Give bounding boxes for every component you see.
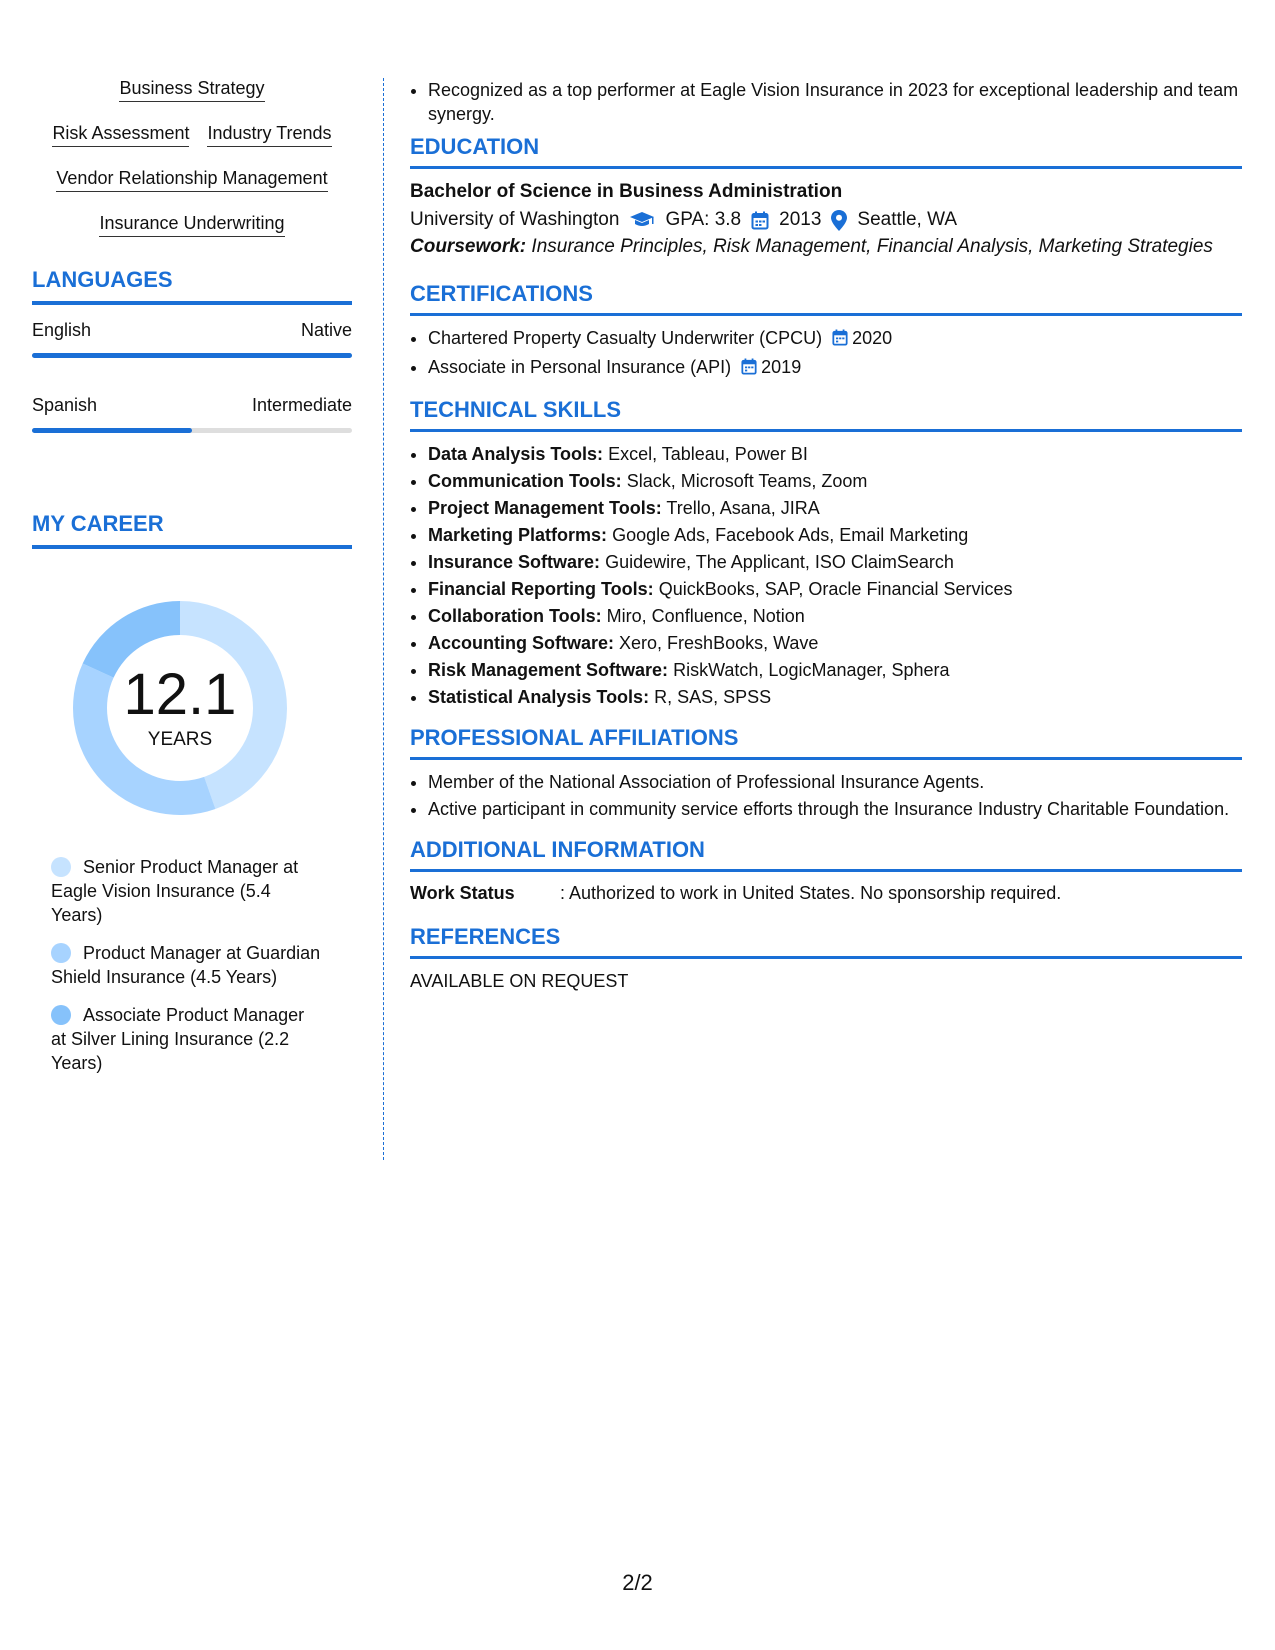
education-details bbox=[410, 205, 1242, 235]
calendar-icon bbox=[832, 328, 848, 352]
skill-item bbox=[428, 685, 1242, 709]
language-name: English bbox=[32, 320, 92, 340]
legend-label: Product Manager at Guardian Shield Insurance (4.5 Years) bbox=[51, 943, 321, 987]
certification-year: 2019 bbox=[761, 357, 802, 377]
work-status-value: : Authorized to work in United States. No sponsorship required. bbox=[560, 883, 1062, 903]
skill-label: Insurance Software: bbox=[428, 552, 601, 572]
language-item bbox=[32, 319, 352, 358]
career-unit: YEARS bbox=[147, 729, 213, 750]
skill-tag: Business Strategy bbox=[119, 78, 264, 102]
legend-dot bbox=[51, 1005, 71, 1025]
calendar-icon bbox=[751, 211, 769, 230]
skill-label: Data Analysis Tools: bbox=[428, 444, 604, 464]
skill-tag: Risk Assessment bbox=[52, 123, 189, 147]
language-bar-fill bbox=[32, 353, 352, 358]
languages-title: LANGUAGES bbox=[32, 267, 352, 305]
skill-item bbox=[428, 631, 1242, 655]
legend-dot bbox=[51, 943, 71, 963]
skill-label: Communication Tools: bbox=[428, 471, 622, 491]
technical-skills-title: TECHNICAL SKILLS bbox=[410, 397, 1242, 432]
skill-item bbox=[428, 577, 1242, 601]
skill-label: Risk Management Software: bbox=[428, 660, 669, 680]
education-title: EDUCATION bbox=[410, 134, 1242, 169]
career-title: MY CAREER bbox=[32, 511, 352, 549]
certifications-list bbox=[410, 326, 1242, 381]
coursework-list: Insurance Principles, Risk Management, Financial Analysis, Marketing Strategies bbox=[531, 236, 1213, 257]
references-title: REFERENCES bbox=[410, 924, 1242, 959]
skill-value: Slack, Microsoft Teams, Zoom bbox=[626, 471, 868, 491]
skill-label: Accounting Software: bbox=[428, 633, 615, 653]
skill-value: Google Ads, Facebook Ads, Email Marketing bbox=[612, 525, 969, 545]
left-column bbox=[32, 78, 352, 1089]
work-status-label: Work Status bbox=[410, 883, 515, 903]
coursework bbox=[410, 235, 1242, 259]
language-level: Native bbox=[300, 320, 352, 340]
legend-dot bbox=[51, 857, 71, 877]
skill-item bbox=[428, 523, 1242, 547]
skill-value: Guidewire, The Applicant, ISO ClaimSearch bbox=[605, 552, 954, 572]
certification-name: Chartered Property Casualty Underwriter (CPCU) bbox=[428, 328, 823, 348]
language-name: Spanish bbox=[32, 395, 98, 415]
legend-item bbox=[51, 1003, 321, 1075]
career-total: 12.1 bbox=[123, 662, 237, 727]
skill-value: QuickBooks, SAP, Oracle Financial Services bbox=[658, 579, 1013, 599]
page-number: 2/2 bbox=[622, 1570, 653, 1595]
legend-item bbox=[51, 855, 321, 927]
column-divider bbox=[383, 78, 384, 1160]
additional-info-title: ADDITIONAL INFORMATION bbox=[410, 837, 1242, 872]
skill-value: RiskWatch, LogicManager, Sphera bbox=[673, 660, 950, 680]
gpa: GPA: 3.8 bbox=[665, 209, 742, 230]
legend-item bbox=[51, 941, 321, 989]
skill-label: Project Management Tools: bbox=[428, 498, 662, 518]
skill-tag: Insurance Underwriting bbox=[99, 213, 284, 237]
skill-label: Collaboration Tools: bbox=[428, 606, 602, 626]
graduation-year: 2013 bbox=[779, 209, 822, 230]
language-level: Intermediate bbox=[251, 395, 352, 415]
map-pin-icon bbox=[831, 210, 847, 231]
skill-value: Trello, Asana, JIRA bbox=[666, 498, 820, 518]
achievement-item: • Recognized as a top performer at Eagle Vision Insurance in 2023 for exceptional leadership and team synergy. bbox=[428, 78, 1242, 126]
skill-tag: Industry Trends bbox=[207, 123, 331, 147]
skill-item bbox=[428, 658, 1242, 682]
skill-item bbox=[428, 442, 1242, 466]
work-status-row bbox=[410, 882, 1242, 904]
skill-item bbox=[428, 550, 1242, 574]
certification-name: Associate in Personal Insurance (API) bbox=[428, 357, 732, 377]
skill-value: Miro, Confluence, Notion bbox=[606, 606, 805, 626]
calendar-icon bbox=[741, 357, 757, 381]
legend-label: Senior Product Manager at Eagle Vision Insurance (5.4 Years) bbox=[51, 857, 299, 925]
school: University of Washington bbox=[410, 209, 620, 230]
certification-year: 2020 bbox=[852, 328, 893, 348]
certification-item bbox=[428, 326, 1242, 352]
skill-item bbox=[428, 496, 1242, 520]
technical-skills-list bbox=[410, 442, 1242, 709]
skill-item bbox=[428, 469, 1242, 493]
certification-item bbox=[428, 355, 1242, 381]
affiliation-item: • Active participant in community service efforts through the Insurance Industry Charitable Foundation. bbox=[428, 797, 1242, 821]
skill-item bbox=[428, 604, 1242, 628]
career-legend bbox=[51, 855, 321, 1075]
graduation-cap-icon bbox=[629, 211, 655, 229]
skill-tags bbox=[32, 78, 352, 237]
certifications-title: CERTIFICATIONS bbox=[410, 281, 1242, 316]
career-donut bbox=[65, 593, 295, 823]
skill-value: Xero, FreshBooks, Wave bbox=[619, 633, 819, 653]
language-bar bbox=[32, 353, 352, 358]
skill-value: Excel, Tableau, Power BI bbox=[608, 444, 808, 464]
achievement-list bbox=[410, 78, 1242, 126]
degree: Bachelor of Science in Business Administration bbox=[410, 181, 843, 202]
right-column bbox=[410, 78, 1242, 992]
language-bar bbox=[32, 428, 352, 433]
affiliation-item: • Member of the National Association of Professional Insurance Agents. bbox=[428, 770, 1242, 794]
coursework-label: Coursework: bbox=[410, 236, 527, 257]
skill-label: Marketing Platforms: bbox=[428, 525, 608, 545]
references-text: AVAILABLE ON REQUEST bbox=[410, 971, 629, 991]
skill-label: Statistical Analysis Tools: bbox=[428, 687, 650, 707]
skill-value: R, SAS, SPSS bbox=[654, 687, 772, 707]
language-bar-fill bbox=[32, 428, 192, 433]
affiliations-title: PROFESSIONAL AFFILIATIONS bbox=[410, 725, 1242, 760]
skill-tag: Vendor Relationship Management bbox=[56, 168, 327, 192]
skill-label: Financial Reporting Tools: bbox=[428, 579, 654, 599]
location: Seattle, WA bbox=[857, 209, 958, 230]
language-item bbox=[32, 394, 352, 433]
affiliations-list bbox=[410, 770, 1242, 821]
legend-label: Associate Product Manager at Silver Lining Insurance (2.2 Years) bbox=[51, 1005, 305, 1073]
